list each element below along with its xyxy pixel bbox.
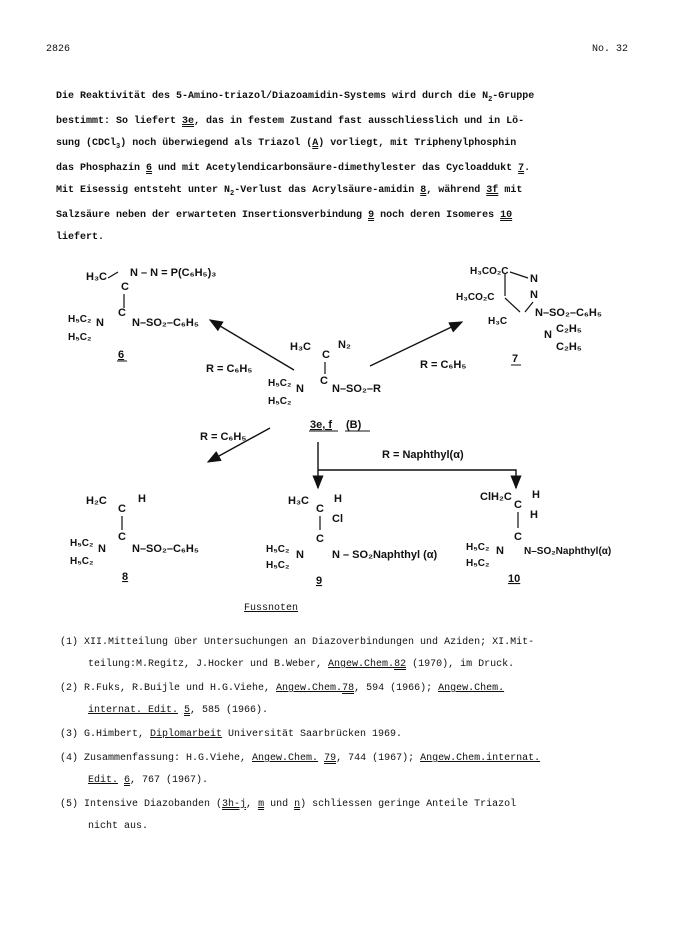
work-title: Diplomarbeit [150, 729, 223, 740]
ethyl-group: H₅C₂ [466, 558, 490, 569]
text: . [524, 163, 531, 174]
ethyl-group: C₂H₅ [556, 341, 582, 353]
intro-line [56, 158, 628, 180]
compound-label: (B) [346, 419, 362, 431]
compound-label: 9 [316, 575, 323, 587]
carbon-atom: C [118, 503, 126, 515]
text: (1970), im Druck. [406, 659, 515, 670]
ethyl-group: H₅C₂ [70, 556, 94, 567]
chlorine-atom: Cl [332, 513, 343, 525]
footnotes-title: Fussnoten [244, 603, 299, 614]
intro-paragraph [56, 86, 628, 249]
compound-label: 3e, f [310, 419, 333, 431]
text: , [246, 799, 259, 810]
sulfonyl-group: N–SO₂–C₆H₅ [132, 317, 199, 329]
compound-ref: 6 [146, 163, 153, 174]
volume: 82 [394, 659, 407, 670]
footnote-line [60, 748, 640, 770]
methyl-group: H₃C [488, 316, 508, 327]
footnote-line: (1) XII.Mitteilung über Untersuchungen an Diazoverbindungen und Aziden; XI.Mit- [60, 637, 535, 648]
text: , während [426, 185, 487, 196]
text: (4) Zusammenfassung: H.G.Viehe, [60, 753, 253, 764]
footnote-line [60, 678, 640, 700]
carbon-atom: C [316, 533, 324, 545]
subscript: 2 [488, 96, 493, 104]
sulfonyl-group: N–SO₂–C₆H₅ [132, 543, 199, 555]
ethyl-group: H₅C₂ [68, 314, 92, 325]
page-number: 2826 [46, 44, 71, 55]
compound-10 [466, 489, 611, 585]
volume: 6 [124, 775, 131, 786]
phosphazine-chain: N – N = P(C₆H₅)₃ [130, 267, 217, 279]
journal-name: Angew.Chem. [276, 683, 343, 694]
journal-name: Angew.Chem. [252, 753, 319, 764]
compound-ref: m [258, 799, 265, 810]
ethyl-group: H₅C₂ [68, 332, 92, 343]
compound-3ef [268, 339, 381, 431]
reagent-label: R = C₆H₅ [420, 359, 467, 371]
nitrogen-atom: N [530, 289, 538, 301]
carbon-atom: C [322, 349, 330, 361]
text: bestimmt: So liefert [56, 116, 183, 127]
reagent-label: R = Naphthyl(α) [382, 449, 464, 461]
subscript: 2 [230, 190, 235, 198]
compound-ref: 10 [500, 210, 513, 221]
intro-line [56, 180, 628, 205]
ethyl-group: H₅C₂ [466, 542, 490, 553]
footnote-line: nicht aus. [88, 821, 149, 832]
text: (2) R.Fuks, R.Buijle und H.G.Viehe, [60, 683, 277, 694]
text: Universität Saarbrücken 1969. [222, 729, 403, 740]
diazo-group: N₂ [338, 339, 351, 351]
methylene-group: H₂C [86, 495, 107, 507]
journal-name: internat. Edit. [88, 705, 179, 716]
intro-line [56, 86, 628, 111]
text: -Gruppe [492, 91, 535, 102]
text: und mit Acetylendicarbonsäure-dimethylester das Cycloaddukt [152, 163, 519, 174]
carbon-atom: C [118, 531, 126, 543]
compound-ref: A [312, 138, 319, 149]
compound-ref: n [294, 799, 301, 810]
ester-group: H₃CO₂C [456, 292, 495, 303]
methyl-group: H₃C [288, 495, 309, 507]
intro-line [56, 205, 628, 227]
carbon-atom: C [514, 499, 522, 511]
hydrogen-atom: H [138, 493, 146, 505]
carbon-atom: C [320, 375, 328, 387]
volume: 5 [184, 705, 191, 716]
reaction-scheme [0, 250, 680, 600]
text: sung (CDCl [56, 138, 117, 149]
volume: 78 [342, 683, 355, 694]
nitrogen-atom: N [96, 317, 104, 329]
intro-line [56, 111, 628, 133]
text: und [264, 799, 295, 810]
text: -Verlust das Acrylsäure-amidin [234, 185, 421, 196]
compound-label: 7 [512, 353, 519, 365]
text: , 767 (1967). [130, 775, 209, 786]
compound-ref: 9 [368, 210, 375, 221]
compound-ref: 7 [518, 163, 525, 174]
journal-name: Angew.Chem. [438, 683, 505, 694]
methyl-group: H₃C [86, 271, 107, 283]
text: (5) Intensive Diazobanden ( [60, 799, 223, 810]
text: , das in festem Zustand fast ausschliesslich und in Lö- [194, 116, 525, 127]
nitrogen-atom: N [496, 545, 504, 557]
nitrogen-atom: N [544, 329, 552, 341]
ethyl-group: H₅C₂ [70, 538, 94, 549]
ethyl-group: H₅C₂ [266, 560, 290, 571]
text: noch deren Isomeres [374, 210, 501, 221]
carbon-atom: C [121, 281, 129, 293]
footnote-line [60, 770, 640, 792]
intro-line: liefert. [56, 232, 105, 243]
text: ) schliessen geringe Anteile Triazol [300, 799, 517, 810]
footnote-line [60, 724, 640, 746]
footnote-4 [60, 748, 640, 792]
compound-label: 8 [122, 571, 129, 583]
footnote-3 [60, 724, 640, 746]
footnote-line [60, 700, 640, 722]
compound-ref: 3f [486, 185, 499, 196]
text: , 594 (1966); [354, 683, 439, 694]
footnote-1 [60, 632, 640, 676]
issue-number: No. 32 [592, 44, 629, 55]
sulfonyl-group: N – SO₂Naphthyl (α) [332, 549, 438, 561]
text: teilung:M.Regitz, J.Hocker und B.Weber, [88, 659, 329, 670]
nitrogen-atom: N [98, 543, 106, 555]
chloromethyl-group: ClH₂C [480, 491, 512, 503]
methyl-group: H₃C [290, 341, 311, 353]
sulfonyl-group: N–SO₂Naphthyl(α) [524, 546, 612, 557]
text: ) vorliegt, mit Triphenylphosphin [318, 138, 517, 149]
sulfonyl-group: N–SO₂–C₆H₅ [535, 307, 602, 319]
carbon-atom: C [316, 503, 324, 515]
footnote-2 [60, 678, 640, 722]
text: ) noch überwiegend als Triazol ( [120, 138, 313, 149]
text: das Phosphazin [56, 163, 147, 174]
intro-line [56, 133, 628, 158]
text: Mit Eisessig entsteht unter N [56, 185, 231, 196]
nitrogen-atom: N [296, 549, 304, 561]
reagent-label: R = C₆H₅ [206, 363, 253, 375]
compound-ref: 3h-j [222, 799, 247, 810]
compound-label: 6 [118, 349, 125, 361]
compound-7 [456, 266, 602, 365]
text: mit [498, 185, 523, 196]
sulfonyl-group: N–SO₂–R [332, 383, 381, 395]
carbon-atom: C [118, 307, 126, 319]
ethyl-group: H₅C₂ [266, 544, 290, 555]
ester-group: H₃CO₂C [470, 266, 509, 277]
volume: 79 [324, 753, 337, 764]
text: Die Reaktivität des 5-Amino-triazol/Diazoamidin-Systems wird durch die N [56, 91, 489, 102]
compound-label: 10 [508, 573, 521, 585]
reagent-label: R = C₆H₅ [200, 431, 247, 443]
ethyl-group: C₂H₅ [556, 323, 582, 335]
nitrogen-atom: N [296, 383, 304, 395]
text: , 744 (1967); [336, 753, 421, 764]
subscript: 3 [116, 143, 121, 151]
carbon-atom: C [514, 531, 522, 543]
journal-name: Edit. [88, 775, 119, 786]
journal-name: Angew.Chem. [328, 659, 395, 670]
footnote-line [60, 794, 640, 816]
ethyl-group: H₅C₂ [268, 378, 292, 389]
footnote-5 [60, 794, 640, 838]
compound-ref: 8 [420, 185, 427, 196]
compound-8 [70, 493, 199, 583]
compound-ref: 3e [182, 116, 195, 127]
text: , 585 (1966). [190, 705, 269, 716]
compound-6 [68, 267, 216, 361]
text: Salzsäure neben der erwarteten Insertionsverbindung [56, 210, 369, 221]
footnote-line [60, 654, 640, 676]
hydrogen-atom: H [334, 493, 342, 505]
text: (3) G.Himbert, [60, 729, 151, 740]
journal-name: Angew.Chem.internat. [420, 753, 541, 764]
hydrogen-atom: H [532, 489, 540, 501]
ethyl-group: H₅C₂ [268, 396, 292, 407]
compound-9 [266, 493, 437, 587]
nitrogen-atom: N [530, 273, 538, 285]
hydrogen-atom: H [530, 509, 538, 521]
